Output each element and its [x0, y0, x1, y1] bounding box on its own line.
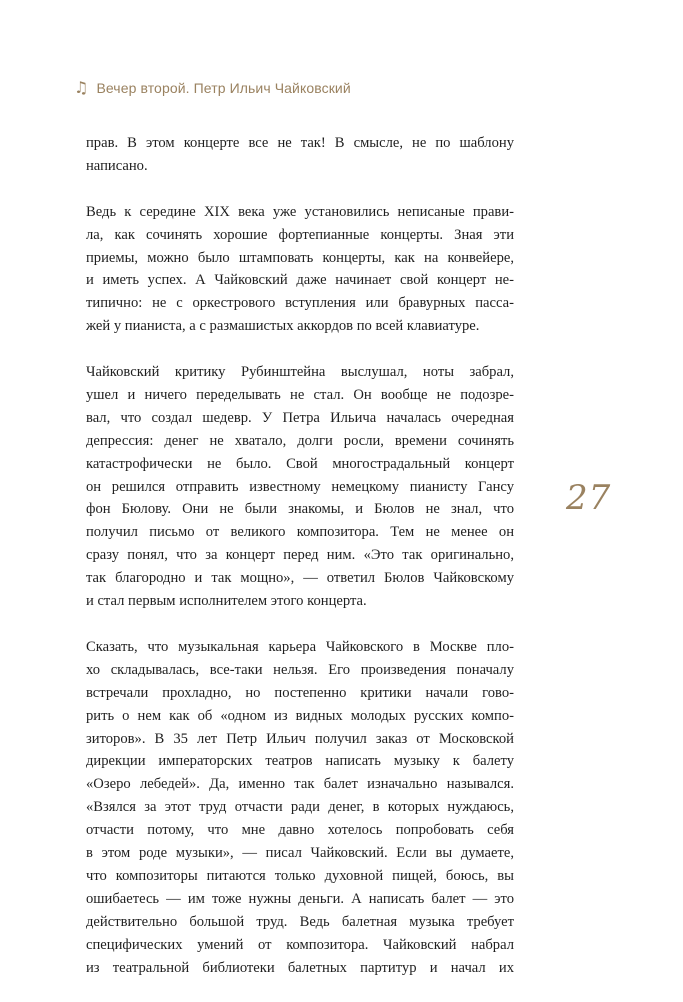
text-line: и стал первым исполнителем этого концерта. — [86, 593, 367, 610]
text-line: что композиторы питаются только духовной пищей, боюсь, вы — [86, 867, 514, 884]
text-line: «Взялся за этот труд отчасти ради денег, в которых нуждаюсь, — [86, 799, 514, 816]
text-line: депрессия: денег не хватало, долги росли, времени сочинять — [86, 432, 514, 449]
paragraph — [86, 132, 514, 178]
text-line: зиторов». В 35 лет Петр Ильич получил заказ от Московской — [86, 730, 514, 747]
running-header — [74, 78, 351, 97]
body-text — [86, 132, 514, 1002]
page-number: 27 — [566, 478, 612, 518]
text-line: ла, как сочинять хорошие фортепианные концерты. Зная эти — [86, 226, 514, 243]
text-line: ушел и ничего переделывать не стал. Он вообще не подозре- — [86, 386, 514, 403]
chapter-title: Вечер второй. Петр Ильич Чайковский — [96, 79, 351, 96]
text-line: специфических умений от композитора. Чайковский набрал — [86, 936, 514, 953]
paragraph — [86, 201, 514, 338]
text-line: встречали прохладно, но постепенно критики начали гово- — [86, 684, 514, 701]
text-line: Чайковский критику Рубинштейна выслушал, ноты забрал, — [86, 364, 514, 381]
text-line: хо складывалась, все-таки нельзя. Его произведения поначалу — [86, 661, 514, 678]
text-line: так благородно и так мощно», — ответил Бюлов Чайковскому — [86, 570, 514, 587]
text-line: сразу понял, что за концерт перед ним. «Это так оригинально, — [86, 547, 514, 564]
text-line: типично: не с оркестрового вступления или бравурных пасса- — [86, 295, 514, 312]
text-line: получил письмо от великого композитора. Тем не менее он — [86, 524, 514, 541]
text-line: катастрофически не было. Свой многострадальный концерт — [86, 455, 514, 472]
text-line: действительно большой труд. Ведь балетная музыка требует — [86, 913, 514, 930]
text-line: прав. В этом концерте все не так! В смысле, не по шаблону — [86, 135, 514, 151]
text-line: жей у пианиста, а с размашистых аккордов по всей клавиатуре. — [86, 318, 480, 335]
paragraph — [86, 636, 514, 980]
text-line: и иметь успех. А Чайковский даже начинает свой концерт не- — [86, 272, 514, 289]
text-line: ошибаетесь — им тоже нужны деньги. А написать балет — это — [86, 890, 514, 907]
text-line: фон Бюлову. Они не были знакомы, и Бюлов не знал, что — [86, 501, 514, 518]
text-line: вал, что создал шедевр. У Петра Ильича началась очередная — [86, 409, 514, 426]
text-line: в этом роде музыки», — писал Чайковский. Если вы думаете, — [86, 845, 514, 862]
paragraph — [86, 361, 514, 613]
musical-note-icon: ♫ — [74, 78, 89, 97]
text-line: написано. — [86, 157, 148, 174]
text-line: «Озеро лебедей». Да, именно так балет изначально назывался. — [86, 776, 514, 793]
text-line: Сказать, что музыкальная карьера Чайковского в Москве пло- — [86, 638, 514, 655]
text-line: отчасти потому, что мне давно хотелось попробовать себя — [86, 822, 514, 839]
text-line: из театральной библиотеки балетных партитур и начал их — [86, 959, 514, 976]
text-line: приемы, можно было штамповать концерты, как на конвейере, — [86, 249, 514, 266]
text-line: рить о нем как об «одном из видных молодых русских компо- — [86, 707, 514, 724]
text-line: дирекции императорских театров написать музыку к балету — [86, 753, 514, 770]
text-line: он решился отправить известному немецкому пианисту Гансу — [86, 478, 514, 495]
text-line: Ведь к середине XIX века уже установились неписаные прави- — [86, 203, 514, 220]
